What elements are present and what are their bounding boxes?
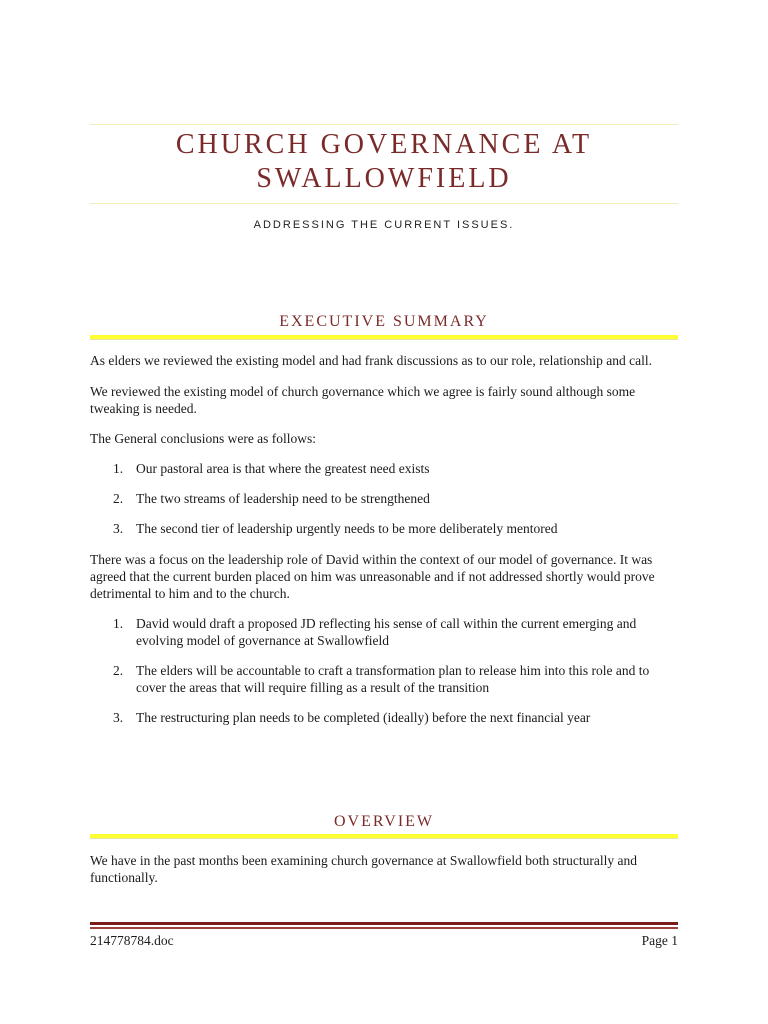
list-number: 2. bbox=[113, 491, 124, 506]
list-text: The restructuring plan needs to be completed (ideally) before the next financial year bbox=[136, 710, 591, 725]
list-text: The elders will be accountable to craft a transformation plan to release him into this role and to cover the areas that will require filling as a result of the transition bbox=[136, 663, 650, 695]
list-number: 1. bbox=[113, 616, 124, 631]
list-number: 3. bbox=[113, 710, 124, 725]
list-text: David would draft a proposed JD reflecting his sense of call within the current emerging and evolving model of governance at Swallowfield bbox=[136, 616, 637, 648]
overview-heading: OVERVIEW bbox=[333, 813, 435, 830]
footer-page-number: Page 1 bbox=[641, 933, 678, 948]
document-subtitle: ADDRESSING THE CURRENT ISSUES. bbox=[253, 219, 515, 231]
paragraph: The General conclusions were as follows: bbox=[90, 431, 317, 446]
title-bottom-rule bbox=[90, 203, 678, 204]
list-number: 2. bbox=[113, 663, 124, 678]
paragraph: There was a focus on the leadership role of David within the context of our model of governance. It was agreed that the current burden placed on him was unreasonable and if not addressed shortly would prove detrimental to him and to the church. bbox=[90, 552, 655, 601]
overview-rule bbox=[90, 834, 678, 839]
list-text: The two streams of leadership need to be strengthened bbox=[136, 491, 430, 506]
footer-rule-secondary bbox=[90, 927, 678, 929]
list-text: Our pastoral area is that where the greatest need exists bbox=[136, 461, 430, 476]
paragraph: As elders we reviewed the existing model and had frank discussions as to our role, relationship and call. bbox=[90, 353, 652, 368]
executive-summary-rule bbox=[90, 335, 678, 340]
paragraph: We have in the past months been examining church governance at Swallowfield both structurally and functionally. bbox=[90, 853, 638, 885]
footer-filename: 214778784.doc bbox=[90, 933, 174, 948]
list-number: 1. bbox=[113, 461, 124, 476]
executive-summary-heading: EXECUTIVE SUMMARY bbox=[279, 313, 489, 330]
list-number: 3. bbox=[113, 521, 124, 536]
list-text: The second tier of leadership urgently needs to be more deliberately mentored bbox=[136, 521, 558, 536]
title-top-rule bbox=[90, 124, 678, 125]
paragraph: We reviewed the existing model of church governance which we agree is fairly sound although some tweaking is needed. bbox=[90, 384, 636, 416]
footer-rule bbox=[90, 922, 678, 925]
document-title: CHURCH GOVERNANCE AT SWALLOWFIELD bbox=[175, 129, 593, 194]
